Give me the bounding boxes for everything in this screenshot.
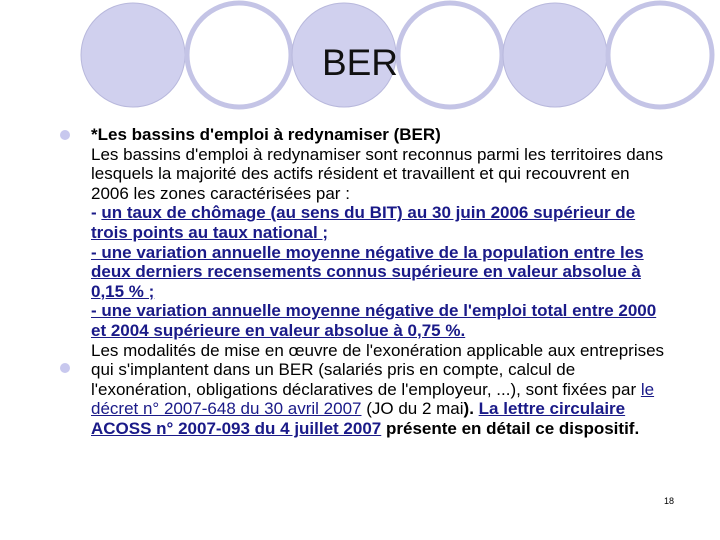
bullet2-jo-text: (JO du 2 mai (361, 399, 464, 419)
criteria-item-2: - une variation annuelle moyenne négative de la population entre les deux derniers recensements connus supérieure en valeur absolue à 0,15 % ; (91, 242, 644, 301)
criteria-item-1 (91, 203, 671, 242)
bullet1-intro: Les bassins d'emploi à redynamiser sont reconnus parmi les territoires dans lesquels la majorité des actifs résident et travaillent et qui recouvrent en 2006 les zones caractérisées par : (91, 144, 664, 203)
page-number: 18 (664, 496, 675, 506)
bullet1-heading: *Les bassins d'emploi à redynamiser (BER) (91, 125, 441, 144)
bullet2-paragraph (91, 341, 671, 439)
bullet-dot-2 (60, 363, 70, 373)
bullet-dot-1 (60, 130, 70, 140)
criteria-item-1-text: un taux de chômage (au sens du BIT) au 30 juin 2006 supérieur de trois points au taux national ; (91, 203, 636, 242)
bullet2-close-text: ). (463, 399, 479, 419)
bullet2-text-start: Les modalités de mise en œuvre de l'exonération applicable aux entreprises qui s'implantent dans un BER (salariés pris en compte, calcul de l'exonération, obligations déclaratives de l'employeur, ...), sont fixées par (91, 340, 665, 399)
criteria-item-1-prefix: - (91, 203, 102, 223)
bullet2-end-text: présente en détail ce dispositif. (381, 418, 640, 438)
circulaire-link[interactable]: La lettre circulaire ACOSS n° 2007-093 du 4 juillet 2007 (91, 399, 626, 438)
slide-content (91, 125, 671, 439)
criteria-item-3: - une variation annuelle moyenne négative de l'emploi total entre 2000 et 2004 supérieure en valeur absolue à 0,75 %. (91, 301, 657, 340)
slide-title: BER (321, 42, 399, 83)
decret-link[interactable]: le décret n° 2007-648 du 30 avril 2007 (91, 379, 655, 419)
